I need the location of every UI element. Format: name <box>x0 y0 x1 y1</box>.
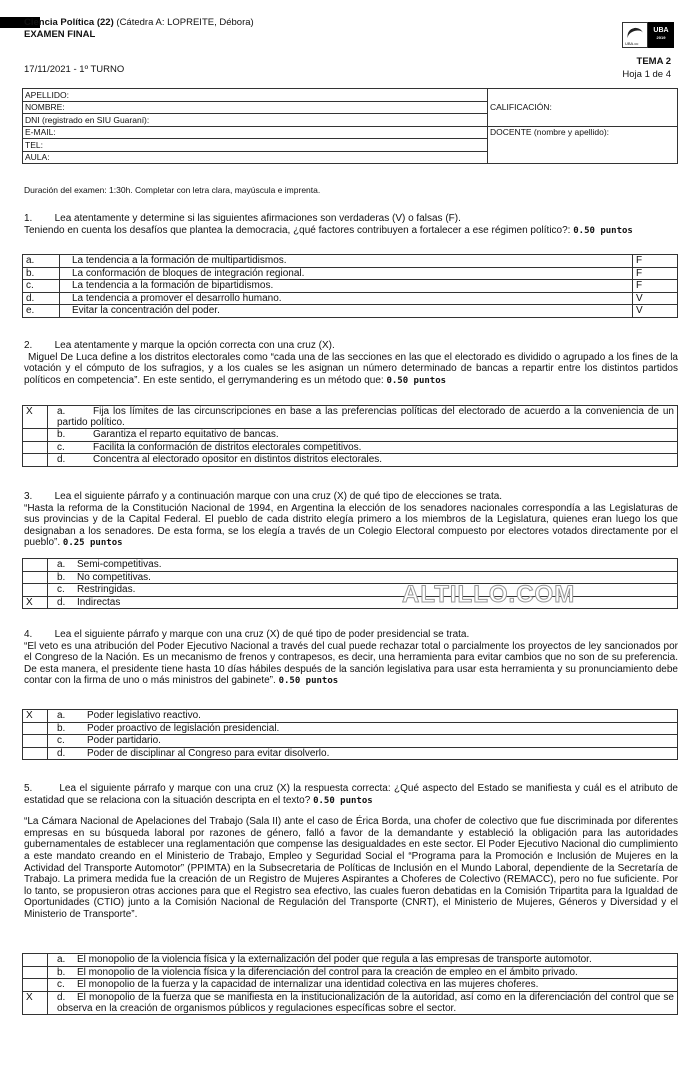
question-number: 5. <box>24 783 33 794</box>
option-content <box>48 722 678 735</box>
option-letter: d. <box>57 596 66 608</box>
option-text: El monopolio de la fuerza y la capacidad de internalizar una identidad colectiva en las mujeres choferes. <box>77 979 539 990</box>
mark-cell[interactable]: X <box>23 596 48 609</box>
option-letter: b. <box>23 267 60 280</box>
option-text: El monopolio de la fuerza que se manifiesta en la institucionalización de la autoridad, así como en la diferenciación del control que se observa en la creación de organismos públicos y regulaciones específicas sobre el sector. <box>57 991 674 1014</box>
option-letter: b. <box>57 571 66 583</box>
student-id-table <box>22 88 678 164</box>
uba-logo-mark: UBA 2019 <box>648 22 674 48</box>
option-content <box>48 559 678 572</box>
option-letter: b. <box>57 722 66 734</box>
q5-options-table <box>22 953 678 1015</box>
answer-cell[interactable]: F <box>633 267 678 280</box>
option-row <box>23 722 678 735</box>
option-content <box>48 991 678 1014</box>
option-row <box>23 559 678 572</box>
option-text: La conformación de bloques de integración regional. <box>60 267 633 280</box>
question-instruction: Lea atentamente y determine si las siguientes afirmaciones son verdaderas (V) o falsas (F). <box>54 213 461 224</box>
option-text: La tendencia a la formación de multipartidismos. <box>60 255 633 268</box>
question-1 <box>24 213 678 237</box>
option-content <box>48 710 678 723</box>
question-points: 0.50 puntos <box>278 676 339 687</box>
question-points: 0.50 puntos <box>313 795 373 806</box>
answer-cell[interactable]: V <box>633 292 678 305</box>
option-row <box>23 441 678 454</box>
option-letter: e. <box>23 305 60 318</box>
aula-field[interactable]: AULA: <box>23 151 488 164</box>
option-row <box>23 267 678 280</box>
question-instruction: Lea atentamente y marque la opción correcta con una cruz (X). <box>54 340 335 351</box>
option-content <box>48 954 678 967</box>
apellido-field[interactable]: APELLIDO: <box>23 89 488 102</box>
option-content <box>48 596 678 609</box>
option-text: El monopolio de la violencia física y la externalización del poder que regula a las empresas de transporte automotor. <box>77 954 592 965</box>
q3-options-table <box>22 558 678 609</box>
option-text: Fija los límites de las circunscripciones en base a las preferencias políticas del electorado de acuerdo a la conveniencia de un partido político. <box>57 406 674 428</box>
option-letter: a. <box>57 406 66 417</box>
mark-cell[interactable] <box>23 571 48 584</box>
calificacion-field[interactable]: CALIFICACIÓN: <box>488 89 678 127</box>
option-letter: c. <box>57 584 65 595</box>
question-text: “Hasta la reforma de la Constitución Nacional de 1994, en Argentina la elección de los senadores nacionales correspondía a las Legislaturas de sus provincias y de la Capital Federal. El pueblo de cada distrito elegía primero a los miembros de la Legislatura, quienes eran luego los que designaban a los senadores. De esta forma, se los elegía a través de un Colegio Electoral compuesto por electores votados directamente por el pueblo”. <box>24 502 678 549</box>
option-row <box>23 406 678 429</box>
question-instruction: Lea el siguiente párrafo y a continuación marque con una cruz (X) de qué tipo de elecciones se trata. <box>54 491 503 502</box>
option-row <box>23 584 678 597</box>
option-text: La tendencia a la formación de bipartidismos. <box>60 280 633 293</box>
question-instruction: Lea el siguiente párrafo y marque con una cruz (X) la respuesta correcta: ¿Qué aspecto del Estado se manifiesta y cuál es el atributo de estatidad que se relaciona con la situación descripta en el texto? <box>24 783 678 806</box>
question-number: 4. <box>24 629 33 640</box>
option-content <box>48 454 678 467</box>
option-letter: b. <box>57 429 66 440</box>
option-text: El monopolio de la violencia física y la diferenciación del control para la creación de empleo en el ámbito privado. <box>77 966 578 978</box>
option-content <box>48 584 678 597</box>
question-text: “El veto es una atribución del Poder Ejecutivo Nacional a través del cual puede rechazar total o parcialmente los proyectos de ley sancionados por el Congreso de la Nación. Es un mecanismo de frenos y contrapesos, es decir, una herramienta para evitar cambios que no son de su preferencia. De esta manera, el presidente tiene hasta 10 días hábiles después de la sanción legislativa para usar esta herramienta y su pronunciamiento debe contar con la firma de uno o más ministros del gabinete”. <box>24 640 678 687</box>
option-text: Facilita la conformación de distritos electorales competitivos. <box>93 441 362 453</box>
mark-cell[interactable] <box>23 429 48 442</box>
option-letter: a. <box>57 954 66 965</box>
question-text: Miguel De Luca define a los distritos electorales como “cada una de las secciones en las que el electorado es dividido o agrupado a los fines de la votación y el cómputo de los sufragios, y a los cuales se les asignan un número determinado de bancas a repartir entre los distintos partidos políticos en competencia”. En este sentido, el gerrymandering es un método que: <box>24 351 678 386</box>
mark-cell[interactable]: X <box>23 406 48 429</box>
option-content <box>48 429 678 442</box>
option-text: Garantiza el reparto equitativo de bancas. <box>93 429 279 440</box>
question-number: 3. <box>24 491 33 502</box>
mark-cell[interactable]: X <box>23 991 48 1014</box>
option-row <box>23 979 678 992</box>
watermark: ALTILLO.COM <box>402 581 576 608</box>
option-text: Evitar la concentración del poder. <box>60 305 633 318</box>
option-letter: d. <box>57 991 66 1003</box>
option-letter: a. <box>57 559 66 570</box>
page-indicator: Hoja 1 de 4 <box>622 69 671 80</box>
option-text: Semi-competitivas. <box>77 559 162 570</box>
question-points: 0.25 puntos <box>62 538 123 549</box>
option-letter: a. <box>23 255 60 268</box>
question-text: “La Cámara Nacional de Apelaciones del Trabajo (Sala II) ante el caso de Érica Borda, una chofer de colectivo que fue discriminada por diferentes empresas en su búsqueda laboral por razones de género, falló a favor de la demandante y estableció la obligación para las autoridades gubernamentales de establecer una reglamentación que compense las desigualdades en este sector. El Poder Ejecutivo Nacional dio cumplimiento a este mandato creando en el Ministerio de Trabajo, Empleo y Seguridad Social el “Programa para la Promoción e Inclusión de Mujeres en la Actividad del Transporte Automotor” (PPIMTA) en la Subsecretaria de Políticas de Inclusión en el Mundo Laboral, dependiente de la Secretaría de Trabajo. La primera medida fue la creación de un Registro de Mujeres Aspirantes a Choferes de Colectivo (REMACC), pero no fue suficiente. Por lo tanto, se propusieron otras acciones para que el Registro sea efectivo, las cuales fueron debatidas en la Comisión Tripartita para la Igualdad de Oportunidades (CTIO) junto a la Comisión Nacional de Regulación del Transporte (CNRT), el Ministerio de Mujeres, Géneros y Diversidad y el Ministerio de Transporte”. <box>24 816 678 920</box>
option-row <box>23 710 678 723</box>
docente-field[interactable]: DOCENTE (nombre y apellido): <box>488 126 678 164</box>
mark-cell[interactable] <box>23 584 48 597</box>
option-letter: a. <box>57 710 66 721</box>
tema-label: TEMA 2 <box>636 56 671 67</box>
option-row <box>23 991 678 1014</box>
mark-cell[interactable] <box>23 966 48 979</box>
nombre-field[interactable]: NOMBRE: <box>23 101 488 114</box>
option-text: Poder partidario. <box>87 735 161 746</box>
option-row <box>23 429 678 442</box>
exam-type: EXAMEN FINAL <box>24 29 96 40</box>
option-row <box>23 571 678 584</box>
mark-cell[interactable] <box>23 441 48 454</box>
option-letter: c. <box>57 979 65 990</box>
option-row <box>23 292 678 305</box>
option-text: Poder de disciplinar al Congreso para evitar disolverlo. <box>87 747 330 759</box>
course-name: Ciencia Política (22) <box>24 17 114 28</box>
mark-cell[interactable] <box>23 747 48 760</box>
mark-cell[interactable] <box>23 722 48 735</box>
mark-cell[interactable] <box>23 735 48 748</box>
question-points: 0.50 puntos <box>573 225 633 236</box>
option-content <box>48 979 678 992</box>
dni-field[interactable]: DNI (registrado en SIU Guaraní): <box>23 114 488 127</box>
uba-logo <box>622 22 674 48</box>
mark-cell[interactable] <box>23 454 48 467</box>
option-row <box>23 596 678 609</box>
option-text: Poder legislativo reactivo. <box>87 710 201 721</box>
option-content <box>48 735 678 748</box>
exam-header <box>24 17 254 41</box>
option-text: La tendencia a promover el desarrollo humano. <box>60 292 633 305</box>
answer-cell[interactable]: V <box>633 305 678 318</box>
option-content <box>48 966 678 979</box>
email-field[interactable]: E-MAIL: <box>23 126 488 139</box>
question-text: Teniendo en cuenta los desafíos que plantea la democracia, ¿qué factores contribuyen a fortalecer a ese régimen político?: <box>24 224 571 236</box>
q1-options-table <box>22 254 678 318</box>
q4-options-table <box>22 709 678 760</box>
option-text: Indirectas <box>77 596 121 608</box>
answer-cell[interactable]: F <box>633 280 678 293</box>
option-letter: d. <box>57 747 66 759</box>
uba-cc-logo: UBA.cc <box>622 22 648 48</box>
option-text: No competitivas. <box>77 571 151 583</box>
option-text: Restringidas. <box>77 584 136 595</box>
option-row <box>23 966 678 979</box>
option-text: Poder proactivo de legislación presidencial. <box>87 722 280 734</box>
option-content <box>48 406 678 429</box>
tel-field[interactable]: TEL: <box>23 139 488 152</box>
option-letter: d. <box>23 292 60 305</box>
question-instruction: Lea el siguiente párrafo y marque con una cruz (X) de qué tipo de poder presidencial se trata. <box>54 629 470 640</box>
option-letter: b. <box>57 966 66 978</box>
question-5 <box>24 783 678 921</box>
option-text: Concentra al electorado opositor en distintos distritos electorales. <box>93 454 383 465</box>
option-row <box>23 305 678 318</box>
option-letter: c. <box>57 735 65 746</box>
q2-options-table <box>22 405 678 467</box>
catedra: (Cátedra A: LOPREITE, Débora) <box>116 17 254 28</box>
exam-date: 17/11/2021 - 1º TURNO <box>24 64 125 75</box>
option-letter: c. <box>23 280 60 293</box>
answer-cell[interactable]: F <box>633 255 678 268</box>
option-row <box>23 255 678 268</box>
option-content <box>48 747 678 760</box>
option-row <box>23 735 678 748</box>
question-3 <box>24 491 678 550</box>
mark-cell[interactable] <box>23 559 48 572</box>
duration-note: Duración del examen: 1:30h. Completar con letra clara, mayúscula e imprenta. <box>24 185 321 195</box>
mark-cell[interactable] <box>23 954 48 967</box>
option-row <box>23 747 678 760</box>
question-points: 0.50 puntos <box>386 375 447 386</box>
question-number: 1. <box>24 213 33 224</box>
option-row <box>23 280 678 293</box>
option-content <box>48 441 678 454</box>
question-number: 2. <box>24 340 33 351</box>
option-content <box>48 571 678 584</box>
option-letter: d. <box>57 454 66 465</box>
question-2 <box>24 340 678 387</box>
mark-cell[interactable]: X <box>23 710 48 723</box>
option-row <box>23 454 678 467</box>
question-4 <box>24 629 678 688</box>
option-letter: c. <box>57 441 65 453</box>
option-row <box>23 954 678 967</box>
mark-cell[interactable] <box>23 979 48 992</box>
